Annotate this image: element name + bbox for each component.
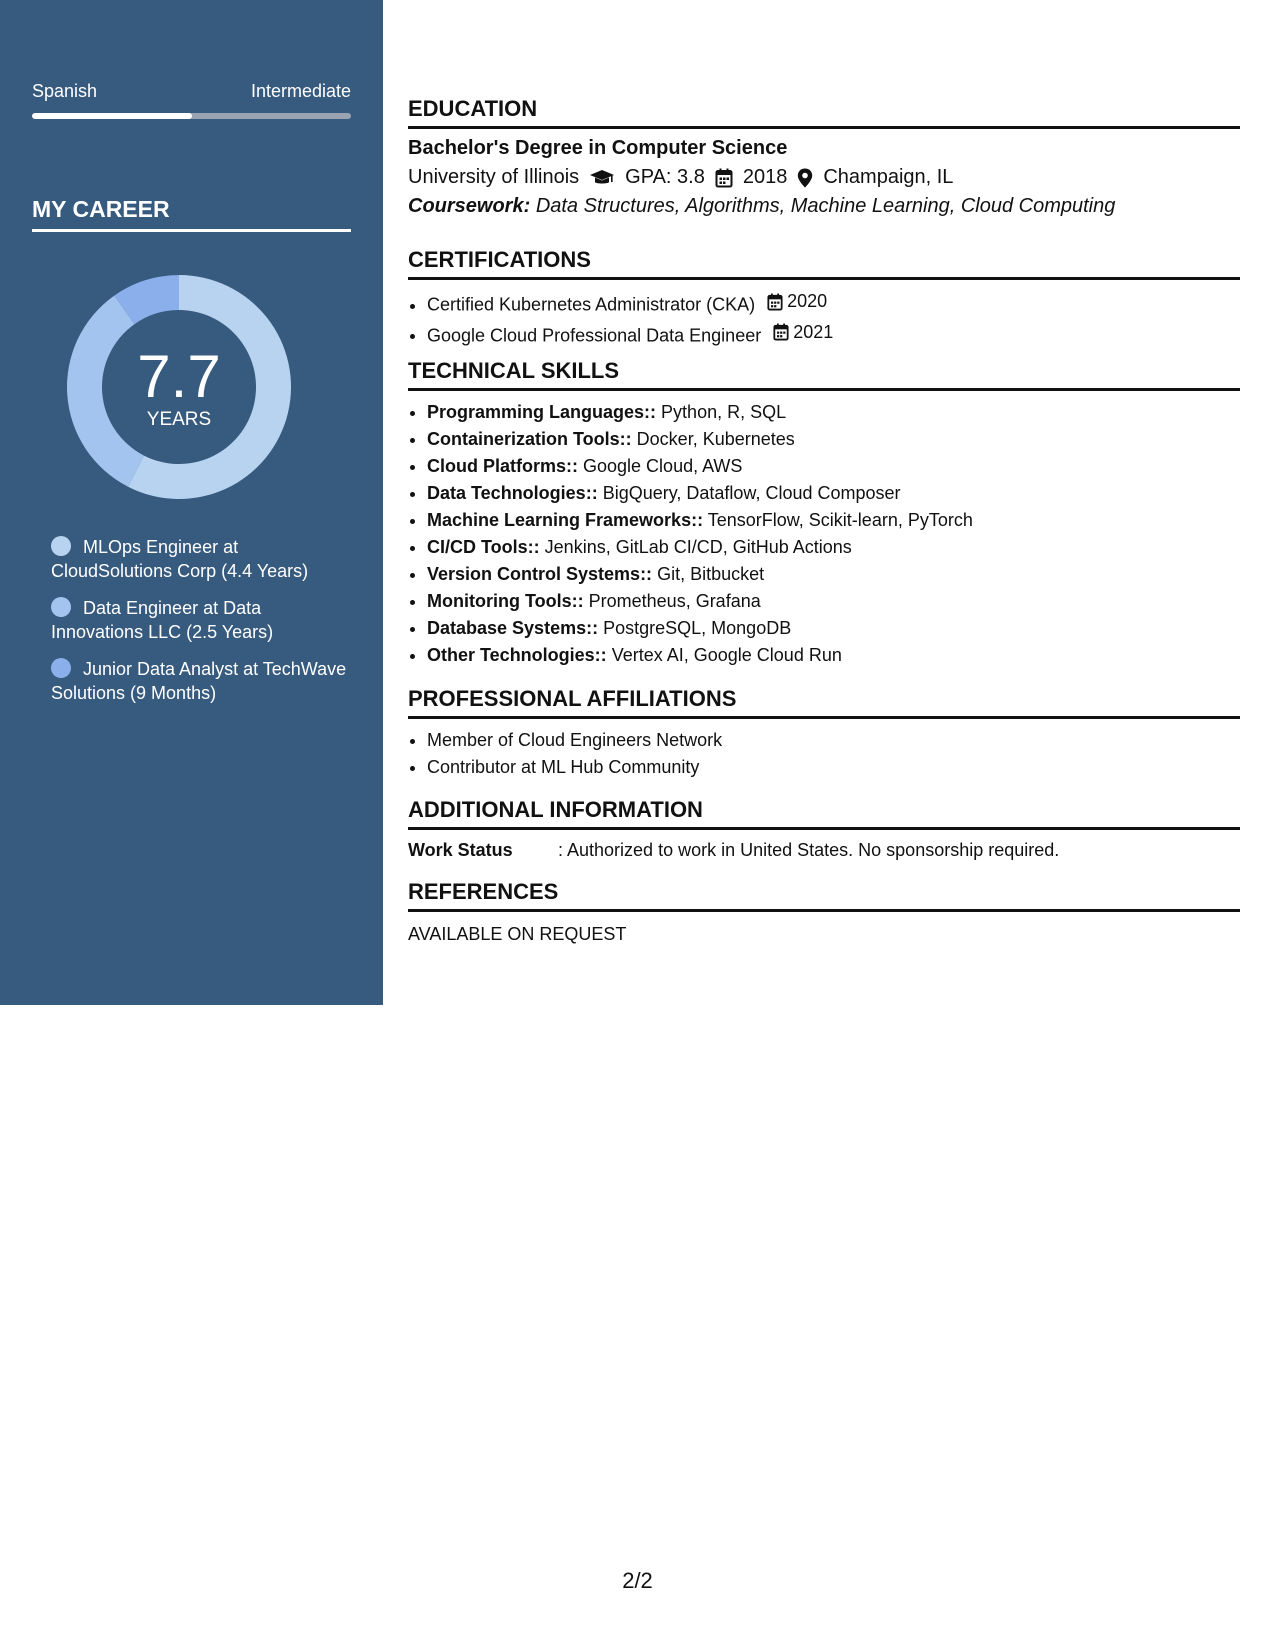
skill-value: TensorFlow, Scikit-learn, PyTorch	[707, 510, 973, 530]
certification-date	[773, 319, 833, 346]
list-item	[427, 453, 1240, 480]
education-coursework	[408, 195, 1240, 218]
education-year: 2018	[742, 166, 788, 188]
language-proficiency-bar	[32, 113, 351, 119]
skill-key: Containerization Tools::	[427, 429, 632, 449]
skill-value: Jenkins, GitLab CI/CD, GitHub Actions	[544, 537, 852, 557]
page-number: 2/2	[622, 1568, 653, 1593]
education-degree: Bachelor's Degree in Computer Science	[408, 137, 788, 159]
skills-section	[408, 358, 1240, 669]
list-item	[427, 615, 1240, 642]
work-status-row	[408, 840, 1240, 861]
legend-item	[51, 535, 351, 583]
donut-center	[66, 274, 292, 500]
list-item	[427, 507, 1240, 534]
career-legend	[51, 535, 351, 718]
skill-value: Google Cloud, AWS	[583, 456, 743, 476]
list-item	[427, 534, 1240, 561]
legend-label: MLOps Engineer at CloudSolutions Corp (4.4 Years)	[51, 537, 309, 581]
affiliations-title: PROFESSIONAL AFFILIATIONS	[408, 686, 1240, 719]
legend-dot-icon	[51, 658, 71, 678]
skill-value: PostgreSQL, MongoDB	[603, 618, 792, 638]
list-item	[427, 561, 1240, 588]
career-title: MY CAREER	[32, 196, 351, 232]
skill-value: Git, Bitbucket	[657, 564, 765, 584]
references-text: AVAILABLE ON REQUEST	[408, 924, 627, 944]
language-name: Spanish	[32, 81, 98, 101]
language-level: Intermediate	[250, 81, 351, 101]
list-item	[427, 288, 1240, 319]
list-item: • Member of Cloud Engineers Network	[427, 727, 1240, 754]
calendar-icon	[715, 168, 733, 188]
certification-name: Google Cloud Professional Data Engineer	[427, 325, 762, 345]
skill-key: Machine Learning Frameworks::	[427, 510, 704, 530]
certification-name: Certified Kubernetes Administrator (CKA)	[427, 294, 756, 315]
work-status-key: Work Status	[408, 840, 513, 860]
list-item	[427, 588, 1240, 615]
legend-label: Junior Data Analyst at TechWave Solutions (9 Months)	[51, 659, 347, 703]
skill-value: BigQuery, Dataflow, Cloud Composer	[602, 483, 901, 503]
skill-value: Docker, Kubernetes	[636, 429, 795, 449]
certifications-title: CERTIFICATIONS	[408, 247, 1240, 280]
legend-dot-icon	[51, 536, 71, 556]
list-item	[427, 480, 1240, 507]
skills-list	[408, 399, 1240, 669]
education-section	[408, 96, 1240, 218]
affiliations-section	[408, 686, 1240, 781]
coursework-label: Coursework:	[408, 195, 531, 217]
list-item	[427, 319, 1240, 350]
references-title: REFERENCES	[408, 879, 1240, 912]
skill-key: Database Systems::	[427, 618, 599, 638]
calendar-icon	[767, 293, 783, 311]
certification-year: 2021	[793, 321, 834, 342]
skill-key: CI/CD Tools::	[427, 537, 540, 557]
coursework-list: Data Structures, Algorithms, Machine Learning, Cloud Computing	[535, 195, 1116, 217]
skill-key: Programming Languages::	[427, 402, 657, 422]
education-meta	[408, 166, 1240, 189]
skill-key: Monitoring Tools::	[427, 591, 584, 611]
skill-key: Data Technologies::	[427, 483, 598, 503]
additional-section	[408, 797, 1240, 861]
location-pin-icon	[797, 168, 813, 188]
legend-item	[51, 596, 351, 644]
education-school: University of Illinois	[408, 166, 580, 188]
references-section	[408, 879, 1240, 945]
certifications-section	[408, 247, 1240, 349]
certification-year: 2020	[787, 291, 828, 311]
language-row	[32, 81, 351, 102]
education-gpa: GPA: 3.8	[625, 166, 705, 188]
skill-key: Other Technologies::	[427, 645, 607, 665]
language-proficiency-fill	[32, 113, 192, 119]
career-donut-chart	[66, 274, 292, 500]
education-title: EDUCATION	[408, 96, 1240, 129]
list-item: • Contributor at ML Hub Community	[427, 754, 1240, 781]
affiliations-list	[408, 727, 1240, 781]
list-item	[427, 642, 1240, 669]
additional-title: ADDITIONAL INFORMATION	[408, 797, 1240, 830]
certifications-list	[408, 288, 1240, 349]
skill-value: Prometheus, Grafana	[588, 591, 761, 611]
graduation-cap-icon	[589, 169, 615, 187]
legend-label: Data Engineer at Data Innovations LLC (2.5 Years)	[51, 598, 274, 642]
sidebar	[0, 0, 383, 1005]
calendar-icon	[773, 323, 789, 341]
skills-title: TECHNICAL SKILLS	[408, 358, 1240, 391]
skill-value: Python, R, SQL	[661, 402, 787, 422]
list-item	[427, 426, 1240, 453]
career-total-unit: YEARS	[146, 409, 212, 430]
work-status-value: : Authorized to work in United States. No sponsorship required.	[558, 840, 1060, 860]
career-total-value: 7.7	[137, 343, 221, 410]
legend-dot-icon	[51, 597, 71, 617]
certification-date	[767, 288, 827, 315]
skill-key: Version Control Systems::	[427, 564, 653, 584]
skill-key: Cloud Platforms::	[427, 456, 578, 476]
legend-item	[51, 657, 351, 705]
list-item	[427, 399, 1240, 426]
education-location: Champaign, IL	[823, 166, 954, 188]
skill-value: Vertex AI, Google Cloud Run	[611, 645, 842, 665]
